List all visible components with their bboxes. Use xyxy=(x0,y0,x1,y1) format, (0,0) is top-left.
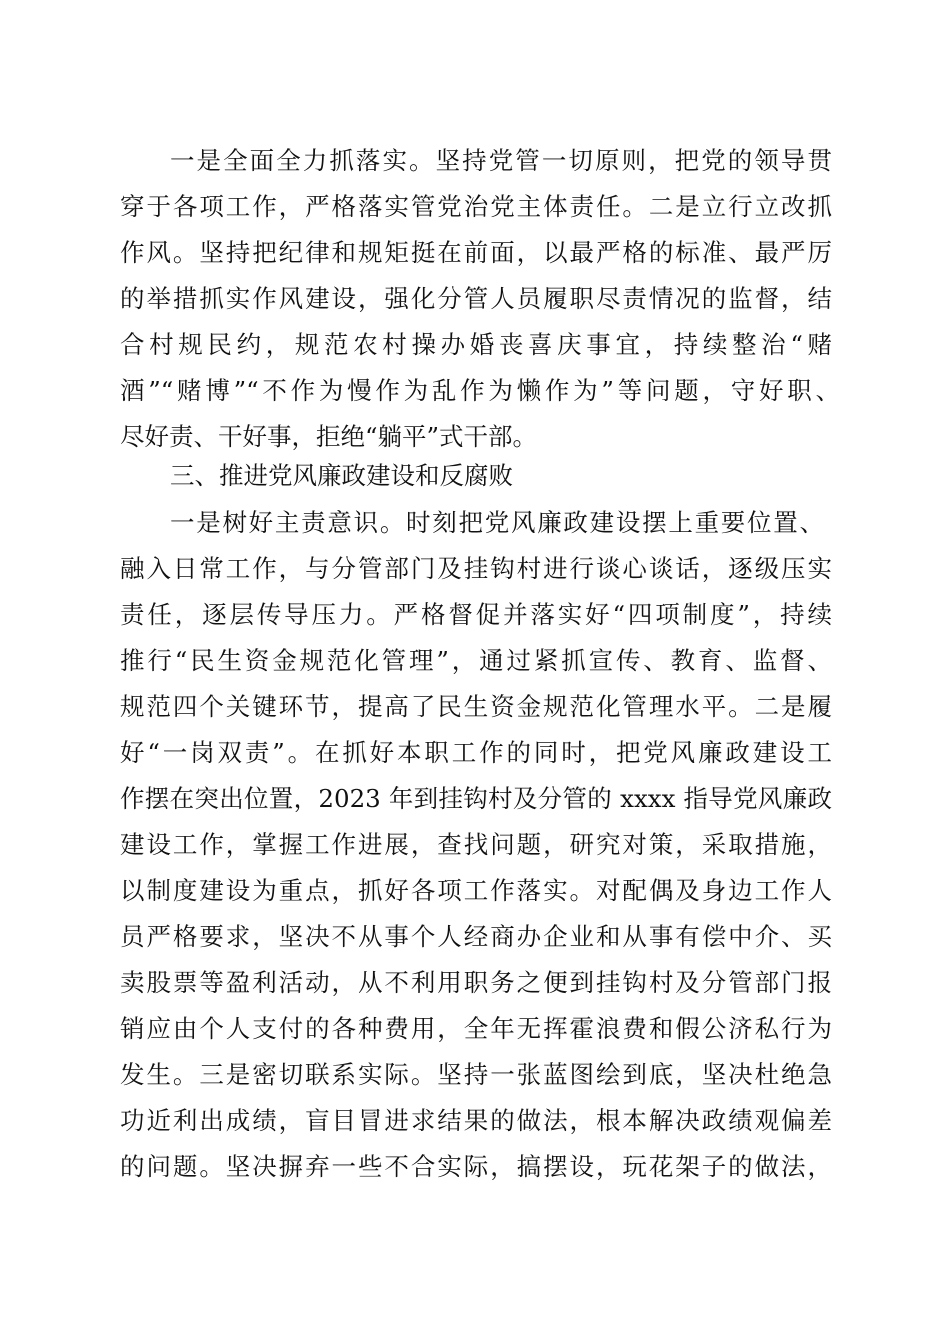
paragraph-line: 功近利出成绩，盲目冒进求结果的做法，根本解决政绩观偏差 xyxy=(120,1106,832,1135)
paragraph-line: 酒”“赌博”“不作为慢作为乱作为懒作为”等问题，守好职、 xyxy=(120,376,840,405)
paragraph-line: 一是全面全力抓落实。坚持党管一切原则，把党的领导贯 xyxy=(170,146,832,175)
paragraph-line: 一是树好主责意识。时刻把党风廉政建设摆上重要位置、 xyxy=(170,508,824,537)
paragraph-line: 合村规民约，规范农村操办婚丧喜庆事宜，持续整治“赌 xyxy=(120,330,832,359)
paragraph-line: 尽好责、干好事，拒绝“躺平”式干部。 xyxy=(120,422,538,451)
paragraph-line: 发生。三是密切联系实际。坚持一张蓝图绘到底，坚决杜绝急 xyxy=(120,1060,832,1089)
paragraph-line: 规范四个关键环节，提高了民生资金规范化管理水平。二是履 xyxy=(120,692,832,721)
paragraph-line: 建设工作，掌握工作进展，查找问题，研究对策，采取措施， xyxy=(120,830,832,859)
paragraph-line: 卖股票等盈利活动，从不利用职务之便到挂钩村及分管部门报 xyxy=(120,968,832,997)
paragraph-line: 责任，逐层传导压力。严格督促并落实好“四项制度”，持续 xyxy=(120,600,832,629)
paragraph-line: 的问题。坚决摒弃一些不合实际，搞摆设，玩花架子的做法， xyxy=(120,1152,832,1181)
paragraph-line: 作摆在突出位置，2023 年到挂钩村及分管的 xxxx 指导党风廉政 xyxy=(120,784,832,813)
paragraph-line: 好“一岗双责”。在抓好本职工作的同时，把党风廉政建设工 xyxy=(120,738,832,767)
paragraph-line: 员严格要求，坚决不从事个人经商办企业和从事有偿中介、买 xyxy=(120,922,832,951)
paragraph-line: 融入日常工作，与分管部门及挂钩村进行谈心谈话，逐级压实 xyxy=(120,554,832,583)
section-heading: 三、推进党风廉政建设和反腐败 xyxy=(170,461,513,490)
paragraph-line: 推行“民生资金规范化管理”，通过紧抓宣传、教育、监督、 xyxy=(120,646,832,675)
paragraph-line: 的举措抓实作风建设，强化分管人员履职尽责情况的监督，结 xyxy=(120,284,832,313)
paragraph-line: 作风。坚持把纪律和规矩挺在前面，以最严格的标准、最严厉 xyxy=(120,238,832,267)
paragraph-line: 销应由个人支付的各种费用，全年无挥霍浪费和假公济私行为 xyxy=(120,1014,832,1043)
paragraph-line: 穿于各项工作，严格落实管党治党主体责任。二是立行立改抓 xyxy=(120,192,832,221)
paragraph-line: 以制度建设为重点，抓好各项工作落实。对配偶及身边工作人 xyxy=(120,876,832,905)
